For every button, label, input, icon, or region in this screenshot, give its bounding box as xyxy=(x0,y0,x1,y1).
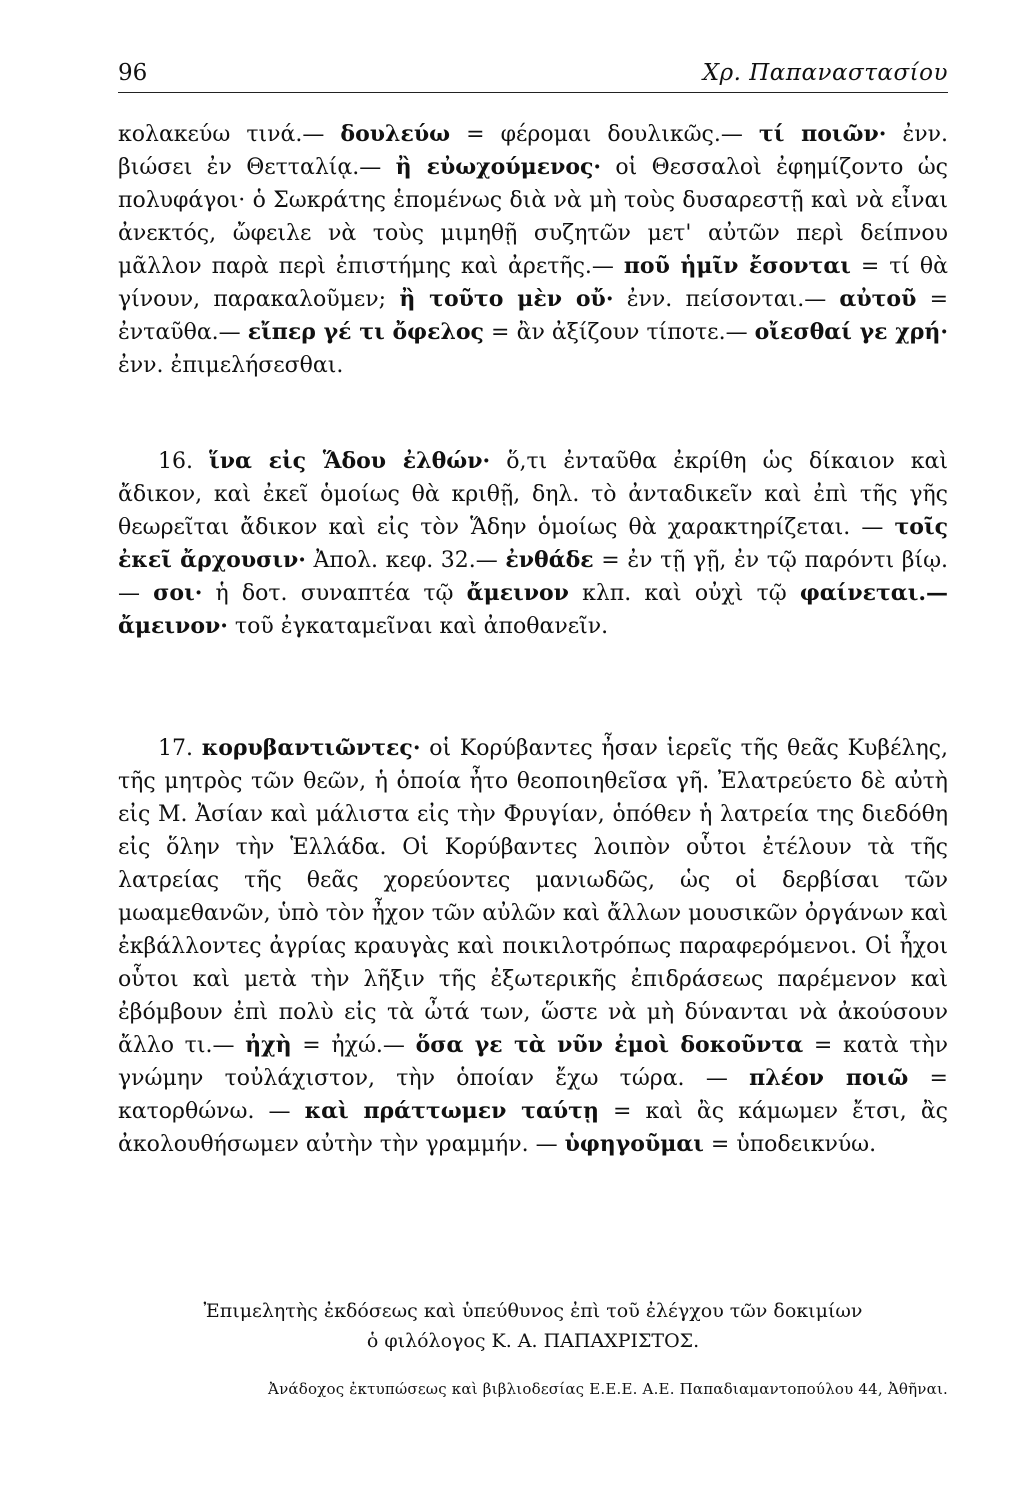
commentary-paragraph-16 xyxy=(118,445,948,643)
lemma: ἢ εὐωχούμενος· xyxy=(395,154,602,180)
commentary-paragraph-17 xyxy=(118,732,948,1161)
lemma: αὐτοῦ xyxy=(839,286,917,312)
lemma: ποῦ ἡμῖν ἔσονται xyxy=(623,253,851,279)
running-head-author: Χρ. Παπαναστασίου xyxy=(702,60,948,86)
editor-credit xyxy=(118,1296,948,1356)
lemma: ἢ τοῦτο μὲν οὔ· xyxy=(399,286,614,312)
printer-credit: Ἀνάδοχος ἐκτυπώσεως καὶ βιβλιοδεσίας Ε.Ε.Ε. Α.Ε. Παπαδιαμαντοπούλου 44, Ἀθῆναι. xyxy=(268,1380,948,1398)
lemma: ἵνα εἰς Ἅδου ἐλθών· xyxy=(209,448,491,474)
paragraph-text: κολακεύω τινά.— δουλεύω = φέρομαι δουλικῶς.— τί ποιῶν· ἐνν. βιώσει ἐν Θετταλίᾳ.— ἢ εὐωχούμενος· οἱ Θεσσαλοὶ ἐφημίζοντο ὡς πολυφάγοι· ὁ Σωκράτης ἑπομένως διὰ νὰ μὴ τοὺς δυσαρεστῇ καὶ νὰ εἶναι ἀνεκτός, ὤφειλε νὰ τοὺς μιμηθῇ συζητῶν μετ' αὐτῶν περὶ δείπνου μᾶλλον παρὰ περὶ ἐπιστήμης καὶ ἀρετῆς.— ποῦ ἡμῖν ἔσονται = τί θὰ γίνουν, παρακαλοῦμεν; ἢ τοῦτο μὲν οὔ· ἐνν. πείσονται.— αὐτοῦ = ἐνταῦθα.— εἴπερ γέ τι ὄφελος = ἂν ἀξίζουν τίποτε.— οἴεσθαί γε χρή· ἐνν. ἐπιμελήσεσθαι. xyxy=(118,121,949,378)
editor-line-2: ὁ φιλόλογος Κ. Α. ΠΑΠΑΧΡΙΣΤΟΣ. xyxy=(366,1330,700,1352)
lemma: ἐνθάδε xyxy=(505,547,594,573)
lemma: εἴπερ γέ τι ὄφελος xyxy=(247,319,484,345)
page-number: 96 xyxy=(118,60,148,86)
paragraph-text: 17. κορυβαντιῶντες· οἱ Κορύβαντες ἦσαν ἱερεῖς τῆς θεᾶς Κυβέλης, τῆς μητρὸς τῶν θεῶν, ἡ ὁποία ἦτο θεοποιηθεῖσα γῆ. Ἐλατρεύετο δὲ αὐτὴ εἰς Μ. Ἀσίαν καὶ μάλιστα εἰς τὴν Φρυγίαν, ὁπόθεν ἡ λατρεία της διεδόθη εἰς ὅλην τὴν Ἑλλάδα. Οἱ Κορύβαντες λοιπὸν οὗτοι ἐτέλουν τὰ τῆς λατρείας τῆς θεᾶς χορεύοντες μανιωδῶς, ὡς οἱ δερβίσαι τῶν μωαμεθανῶν, ὑπὸ τὸν ἦχον τῶν αὐλῶν καὶ ἄλλων μουσικῶν ὀργάνων καὶ ἐκβάλλοντες ἀγρίας κραυγὰς καὶ ποικιλοτρόπως παραφερόμενοι. Οἱ ἦχοι οὗτοι καὶ μετὰ τὴν λῆξιν τῆς ἐξωτερικῆς ἐπιδράσεως παρέμενον καὶ ἐβόμβουν ἐπὶ πολὺ εἰς τὰ ὦτά των, ὥστε νὰ μὴ δύνανται νὰ ἀκούσουν ἄλλο τι.— ἠχὴ = ἠχώ.— ὅσα γε τὰ νῦν ἐμοὶ δοκοῦντα = κατὰ τὴν γνώμην τοὐλάχιστον, τὴν ὁποίαν ἔχω τώρα. — πλέον ποιῶ = κατορθώνω. — καὶ πράττωμεν ταύτῃ = καὶ ἂς κάμωμεν ἔτσι, ἂς ἀκολουθήσωμεν αὐτὴν τὴν γραμμήν. — ὑφηγοῦμαι = ὑποδεικνύω. xyxy=(118,735,949,1157)
paragraph-text: 16. ἵνα εἰς Ἅδου ἐλθών· ὅ,τι ἐνταῦθα ἐκρίθη ὡς δίκαιον καὶ ἄδικον, καὶ ἐκεῖ ὁμοίως θὰ κριθῇ, δηλ. τὸ ἀνταδικεῖν καὶ ἐπὶ τῆς γῆς θεωρεῖται ἄδικον καὶ εἰς τὸν Ἅδην ὁμοίως θὰ χαρακτηρίζεται. — τοῖς ἐκεῖ ἄρχουσιν· Ἀπολ. κεφ. 32.— ἐνθάδε = ἐν τῇ γῇ, ἐν τῷ παρόντι βίῳ.— σοι· ἡ δοτ. συναπτέα τῷ ἄμεινον κλπ. καὶ οὐχὶ τῷ φαίνεται.—ἄμεινον· τοῦ ἐγκαταμεῖναι καὶ ἀποθανεῖν. xyxy=(118,448,949,639)
lemma: ἠχὴ xyxy=(245,1032,292,1058)
lemma: σοι· xyxy=(153,580,203,606)
note-number: 17. xyxy=(158,736,202,761)
note-number: 16. xyxy=(158,449,210,474)
lemma: ὅσα γε τὰ νῦν ἐμοὶ δοκοῦντα xyxy=(415,1032,804,1058)
lemma: ὑφηγοῦμαι xyxy=(564,1131,704,1157)
lemma: πλέον ποιῶ xyxy=(749,1065,909,1091)
lemma: καὶ πράττωμεν ταύτῃ xyxy=(304,1098,599,1124)
lemma: δουλεύω xyxy=(340,121,451,147)
commentary-paragraph xyxy=(118,118,948,382)
editor-line-1: Ἐπιμελητὴς ἐκδόσεως καὶ ὑπεύθυνος ἐπὶ τοῦ ἐλέγχου τῶν δοκιμίων xyxy=(203,1300,863,1322)
lemma: τί ποιῶν· xyxy=(758,121,887,147)
lemma: κορυβαντιῶντες· xyxy=(201,735,421,761)
lemma: φαίνεται.—ἄμεινον· xyxy=(118,580,948,639)
page-header xyxy=(118,60,948,93)
lemma: ἄμεινον xyxy=(466,580,569,606)
lemma: τοῖς ἐκεῖ ἄρχουσιν· xyxy=(118,514,948,573)
lemma: οἴεσθαί γε χρή· xyxy=(754,319,948,345)
